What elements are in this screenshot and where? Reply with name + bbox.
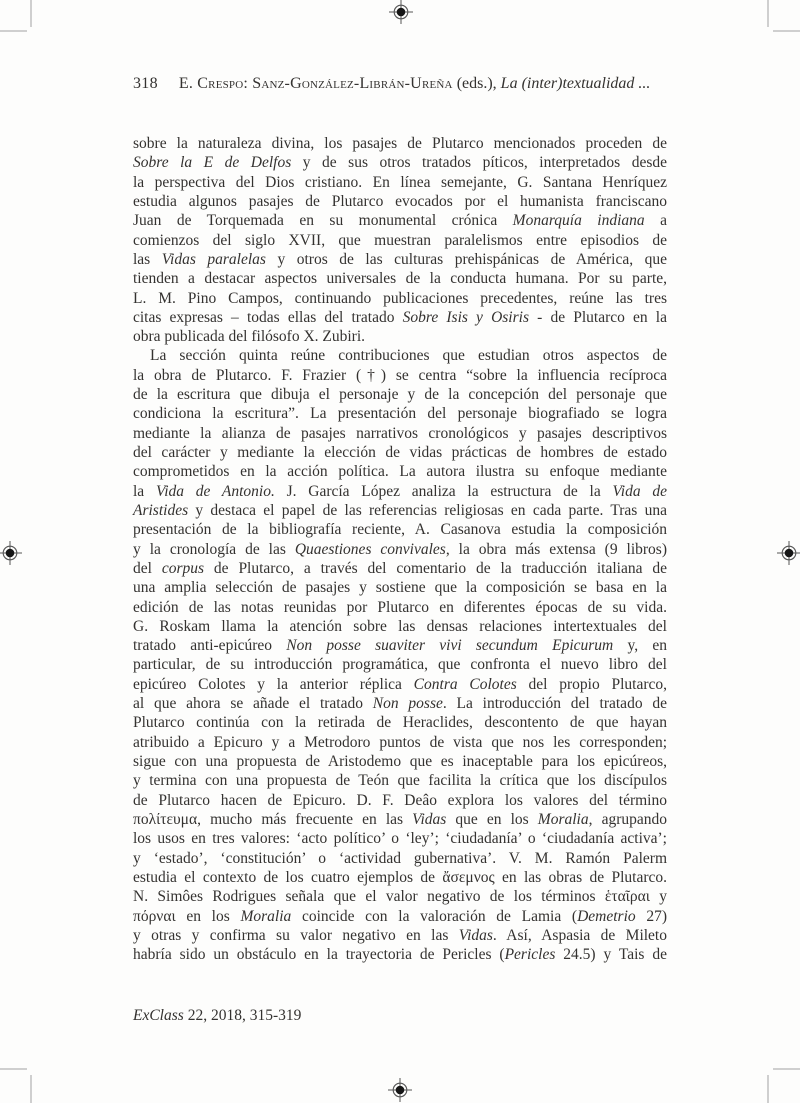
text-line: de la escritura que dibuja el personaje y de la concepción del personaje que — [133, 386, 667, 404]
registration-mark-bottom-icon — [388, 1078, 412, 1102]
text-line: Sobre la E de Delfos y de sus otros tratados píticos, interpretados desde — [133, 154, 667, 172]
text-line: estudia el contexto de los cuatro ejemplos de ἄσεμνος en las obras de Plutarco. — [133, 868, 667, 886]
text-line: la Vida de Antonio. J. García López analiza la estructura de la Vida de — [133, 482, 667, 500]
text-line: Plutarco continúa con la retirada de Heraclides, descontento de que hayan — [133, 714, 667, 732]
text-line: citas expresas – todas ellas del tratado Sobre Isis y Osiris - de Plutarco en la — [133, 308, 667, 326]
crop-mark-top-left-h — [0, 30, 27, 32]
registration-mark-top-icon — [389, 0, 413, 24]
crop-mark-top-right-v — [767, 0, 769, 27]
text-line: πολίτευμα, mucho más frecuente en las Vidas que en los Moralia, agrupando — [133, 810, 667, 828]
crop-mark-bottom-left-h — [0, 1068, 27, 1070]
text-line: sobre la naturaleza divina, los pasajes de Plutarco mencionados proceden de — [133, 135, 667, 152]
text-line: mediante la alianza de pasajes narrativos cronológicos y pasajes descriptivos — [133, 424, 667, 442]
text-line: la obra de Plutarco. F. Frazier (†) se centra “sobre la influencia recíproca — [133, 366, 667, 384]
crop-mark-bottom-right-h — [773, 1068, 800, 1070]
text-line: y la cronología de las Quaestiones convivales, la obra más extensa (9 libros) — [133, 540, 667, 558]
text-line: Juan de Torquemada en su monumental crónica Monarquía indiana a — [133, 212, 667, 230]
crop-mark-top-left-v — [30, 0, 32, 27]
crop-mark-bottom-left-v — [30, 1075, 32, 1103]
text-line: epicúreo Colotes y la anterior réplica Contra Colotes del propio Plutarco, — [133, 675, 668, 693]
running-title: E. Crespo: Sanz-González-Librán-Ureña (eds.), La (inter)textualidad ... — [178, 75, 651, 92]
text-line: πόρναι en los Moralia coincide con la valoración de Lamia (Demetrio 27) — [133, 907, 667, 925]
text-line: comprometidos en la acción política. La autora ilustra su enfoque mediante — [133, 463, 667, 481]
text-line: tratado anti-epicúreo Non posse suaviter vivi secundum Epicurum y, en — [133, 637, 667, 655]
registration-mark-right-icon — [777, 541, 800, 565]
text-line: N. Simôes Rodrigues señala que el valor negativo de los términos ἑταῖραι y — [133, 888, 667, 906]
text-line: La sección quinta reúne contribuciones que estudian otros aspectos de — [150, 347, 667, 365]
text-line: las Vidas paralelas y otros de las culturas prehispánicas de América, que — [133, 250, 668, 268]
registration-mark-left-icon — [0, 541, 22, 565]
text-line: particular, de su introducción programática, que confronta el nuevo libro del — [133, 656, 667, 674]
text-line: sigue con una propuesta de Aristodemo que es inaceptable para los epicúreos, — [133, 753, 667, 770]
text-line: condiciona la escritura”. La presentación del personaje biografiado se logra — [133, 405, 667, 423]
text-line: G. Roskam llama la atención sobre las densas relaciones intertextuales del — [133, 617, 667, 635]
text-line: L. M. Pino Campos, continuando publicaciones precedentes, reúne las tres — [133, 289, 667, 307]
text-line: y termina con una propuesta de Teón que facilita la crítica que los discípulos — [133, 772, 667, 790]
running-header — [133, 75, 673, 93]
text-line: la perspectiva del Dios cristiano. En línea semejante, G. Santana Henríquez — [133, 173, 667, 191]
text-line: del carácter y mediante la elección de vidas prácticas de hombres de estado — [133, 444, 667, 461]
page-number: 318 — [133, 75, 158, 92]
body-text — [133, 134, 667, 964]
text-line: una amplia selección de pasajes y sostiene que la composición se basa en la — [133, 579, 667, 597]
text-line: los usos en tres valores: ‘acto político’ o ‘ley’; ‘ciudadanía’ o ‘ciudadanía activa’; — [133, 830, 667, 848]
footer-citation: ExClass 22, 2018, 315-319 — [133, 1007, 302, 1024]
text-line: del corpus de Plutarco, a través del comentario de la traducción italiana de — [133, 559, 667, 577]
text-line: y ‘estado’, ‘constitución’ o ‘actividad gubernativa’. V. M. Ramón Palerm — [133, 849, 667, 867]
text-line: Aristides y destaca el papel de las referencias religiosas en cada parte. Tras una — [133, 501, 667, 519]
text-line: estudia algunos pasajes de Plutarco evocados por el humanista franciscano — [133, 192, 667, 210]
text-line: habría sido un obstáculo en la trayectoria de Pericles (Pericles 24.5) y Tais de — [133, 946, 667, 964]
text-line: de Plutarco hacen de Epicuro. D. F. Deâo explora los valores del término — [133, 791, 667, 809]
crop-mark-top-right-h — [773, 30, 800, 32]
text-line: presentación de la bibliografía reciente, A. Casanova estudia la composición — [133, 521, 667, 539]
text-line: atribuido a Epicuro y a Metrodoro puntos de vista que nos les corresponden; — [133, 733, 667, 751]
text-line: comienzos del siglo XVII, que muestran paralelismos entre episodios de — [133, 231, 667, 249]
crop-mark-bottom-right-v — [767, 1075, 769, 1103]
text-line: edición de las notas reunidas por Plutarco en diferentes épocas de su vida. — [133, 598, 667, 616]
text-line: y otras y confirma su valor negativo en las Vidas. Así, Aspasia de Mileto — [133, 926, 667, 944]
text-line: obra publicada del filósofo X. Zubiri. — [133, 328, 366, 346]
text-line: al que ahora se añade el tratado Non posse. La introducción del tratado de — [133, 695, 667, 713]
text-line: tienden a destacar aspectos universales de la conducta humana. Por su parte, — [133, 270, 667, 288]
